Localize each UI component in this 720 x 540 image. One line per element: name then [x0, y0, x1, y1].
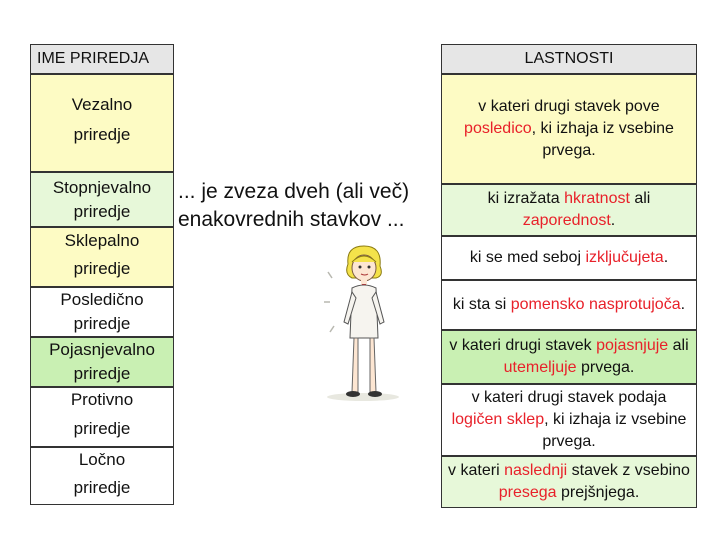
row-label: priredje — [73, 259, 131, 278]
property-text: stavek z vsebino — [567, 462, 690, 479]
property-row-stopnjevalno-def — [441, 456, 697, 508]
property-row-sklepalno-def — [441, 384, 697, 456]
table-row-posledicno — [30, 287, 174, 337]
property-text: v kateri — [448, 462, 505, 479]
table-row-protivno — [30, 387, 174, 447]
table-row-pojasnjevalno — [30, 337, 174, 387]
row-label: priredje — [73, 314, 131, 333]
property-text: v kateri drugi stavek pove — [478, 98, 660, 115]
row-label: Stopnjevalno — [52, 177, 152, 197]
highlight-term: naslednji — [504, 462, 568, 479]
row-label: priredje — [73, 201, 131, 221]
property-text: ali — [629, 190, 651, 207]
property-text: , ki izhaja iz vsebine prvega. — [542, 411, 687, 450]
property-text: ali — [668, 337, 689, 354]
row-label: Pojasnjevalno — [49, 340, 155, 359]
highlight-term: zaporednost — [522, 212, 611, 229]
highlight-term: posledico — [464, 120, 532, 137]
property-row-stopnjevalno — [441, 184, 697, 236]
right-header: LASTNOSTI — [441, 44, 697, 74]
highlight-term: izključujeta — [585, 249, 664, 266]
row-label: Posledično — [60, 290, 144, 309]
property-row-locno-def — [441, 236, 697, 280]
property-text: , ki izhaja iz vsebine prvega. — [531, 120, 674, 159]
row-label: Sklepalno — [64, 231, 140, 250]
row-label: priredje — [73, 125, 131, 144]
property-text: v kateri drugi stavek podaja — [471, 389, 667, 406]
property-text: ki se med seboj — [469, 249, 586, 266]
property-text: . — [663, 249, 669, 266]
highlight-term: pomensko nasprotujoča — [510, 296, 681, 313]
table-row-sklepalno — [30, 227, 174, 287]
property-row-protivno-def — [441, 280, 697, 330]
center-definition — [178, 178, 448, 234]
property-text: ki izražata — [487, 190, 565, 207]
property-text: prvega. — [576, 359, 635, 376]
row-label: priredje — [73, 364, 131, 383]
highlight-term: presega — [498, 484, 557, 501]
property-text: . — [610, 212, 616, 229]
row-label: Protivno — [70, 390, 134, 409]
highlight-term: hkratnost — [564, 190, 630, 207]
row-label: Ločno — [78, 450, 126, 469]
property-text: v kateri drugi stavek — [449, 337, 597, 354]
property-row-pojasnjevalno — [441, 330, 697, 384]
table-row-stopnjevalno — [30, 172, 174, 227]
table-row-vezalno — [30, 74, 174, 172]
property-text: . — [680, 296, 686, 313]
definition-line-1: ... je zveza dveh (ali več) — [178, 180, 410, 203]
row-label: priredje — [73, 478, 131, 497]
row-label: priredje — [73, 419, 131, 438]
row-label: Vezalno — [71, 95, 133, 114]
highlight-term: logičen sklep — [451, 411, 545, 428]
property-text: prejšnjega. — [556, 484, 640, 501]
definition-line-2: enakovrednih stavkov ... — [178, 208, 405, 231]
highlight-term: utemeljuje — [503, 359, 577, 376]
highlight-term: pojasnjuje — [596, 337, 669, 354]
left-header: IME PRIREDJA — [30, 44, 174, 74]
property-row-vezalno — [441, 74, 697, 184]
property-text: ki sta si — [452, 296, 511, 313]
cartoon-girl-illustration — [318, 242, 408, 402]
table-row-locno — [30, 447, 174, 505]
